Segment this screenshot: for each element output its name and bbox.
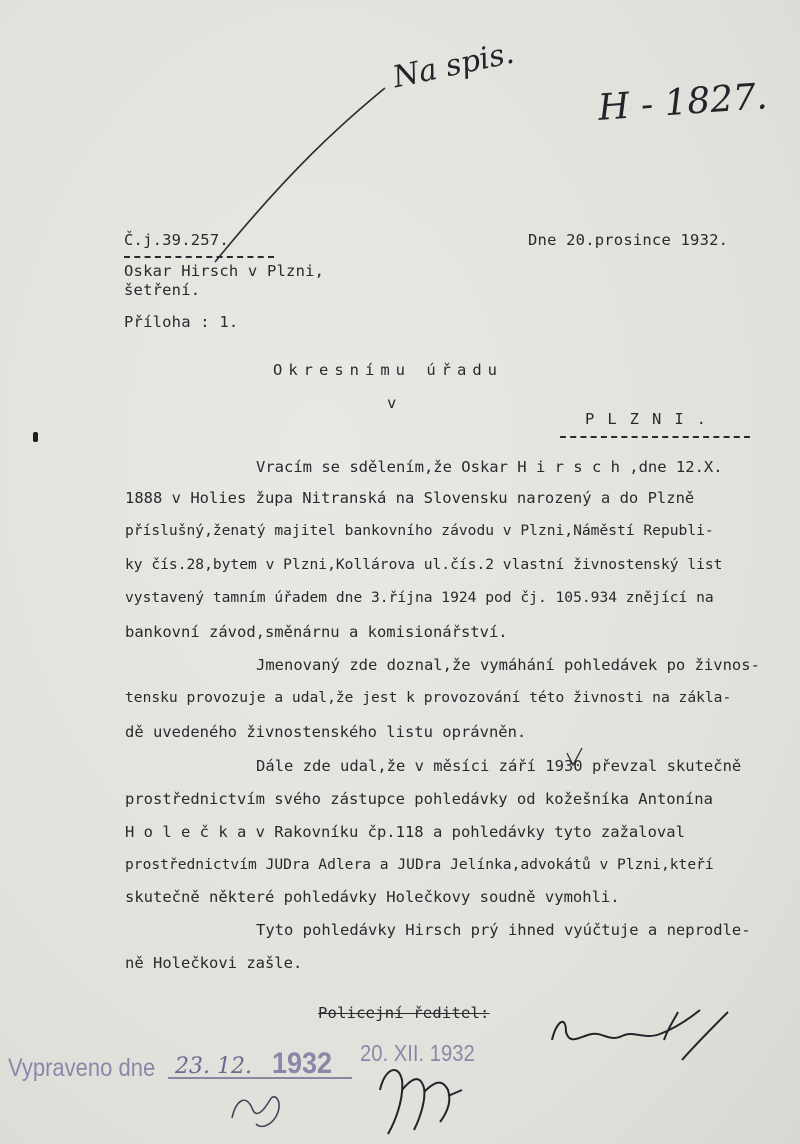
correction-mark: [567, 748, 582, 765]
dispatch-stamp-year: 1932: [272, 1047, 333, 1080]
body-line: prostřednictvím svého zástupce pohledávky od kožešníka Antonína: [125, 790, 713, 808]
addressee-office: Okresnímu úřadu: [273, 361, 503, 379]
handwritten-note-na-spis: Na spis.: [389, 35, 518, 96]
subject-line-1: Oskar Hirsch v Plzni,: [124, 262, 325, 280]
subject-line-2: šetření.: [124, 281, 201, 299]
signature-title: Policejní ředitel:: [318, 1004, 490, 1022]
body-line: Vracím se sdělením,že Oskar H i r s c h ,dne 12.X.: [256, 458, 723, 476]
body-line: prostřednictvím JUDra Adlera a JUDra Jelínka,advokátů v Plzni,kteří: [125, 856, 714, 873]
body-line: dě uvedeného živnostenského listu oprávněn.: [125, 723, 527, 741]
body-line: vystavený tamním úřadem dne 3.října 1924 pod čj. 105.934 znějící na: [125, 589, 714, 606]
reference-number: Č.j.39.257.: [124, 231, 229, 249]
dispatch-stamp-label: Vypraveno dne: [8, 1054, 156, 1082]
initials-bottom-left: [232, 1097, 279, 1127]
body-line: příslušný,ženatý majitel bankovního závodu v Plzni,Náměstí Republi-: [125, 522, 714, 539]
body-line: Jmenovaný zde doznal,že vymáhání pohledávek po živnos-: [256, 656, 760, 674]
addressee-city: PLZNI.: [585, 410, 719, 428]
addressee-v: v: [387, 394, 397, 412]
document-date: Dne 20.prosince 1932.: [528, 231, 729, 249]
body-line: tensku provozuje a udal,že jest k provozování této živnosti na zákla-: [125, 689, 732, 706]
signature-bottom: [380, 1070, 462, 1134]
body-line: bankovní závod,směnárnu a komisionářství.: [125, 623, 508, 641]
handwritten-pointer-line: [215, 88, 385, 262]
signature-right: [552, 1010, 728, 1060]
body-line: ně Holečkovi zašle.: [125, 954, 303, 972]
attachment-line: Příloha : 1.: [124, 313, 239, 331]
body-line: Tyto pohledávky Hirsch prý ihned vyúčtuje a neprodle-: [256, 921, 751, 939]
binding-mark: [33, 432, 38, 442]
handwritten-file-number: H - 1827.: [596, 76, 769, 129]
body-line: skutečně některé pohledávky Holečkovy soudně vymohli.: [125, 888, 620, 906]
body-line: 1888 v Holies župa Nitranská na Slovensku narozený a do Plzně: [125, 489, 695, 507]
received-stamp-date: 20. XII. 1932: [360, 1040, 475, 1066]
dispatch-stamp-handwritten-date: 23. 12.: [175, 1054, 252, 1079]
body-line: ky čís.28,bytem v Plzni,Kollárova ul.čís.2 vlastní živnostenský list: [125, 556, 723, 573]
body-line: H o l e č k a v Rakovníku čp.118 a pohledávky tyto zažaloval: [125, 823, 685, 841]
body-line: Dále zde udal,že v měsíci září 1930 převzal skutečně: [256, 757, 742, 775]
